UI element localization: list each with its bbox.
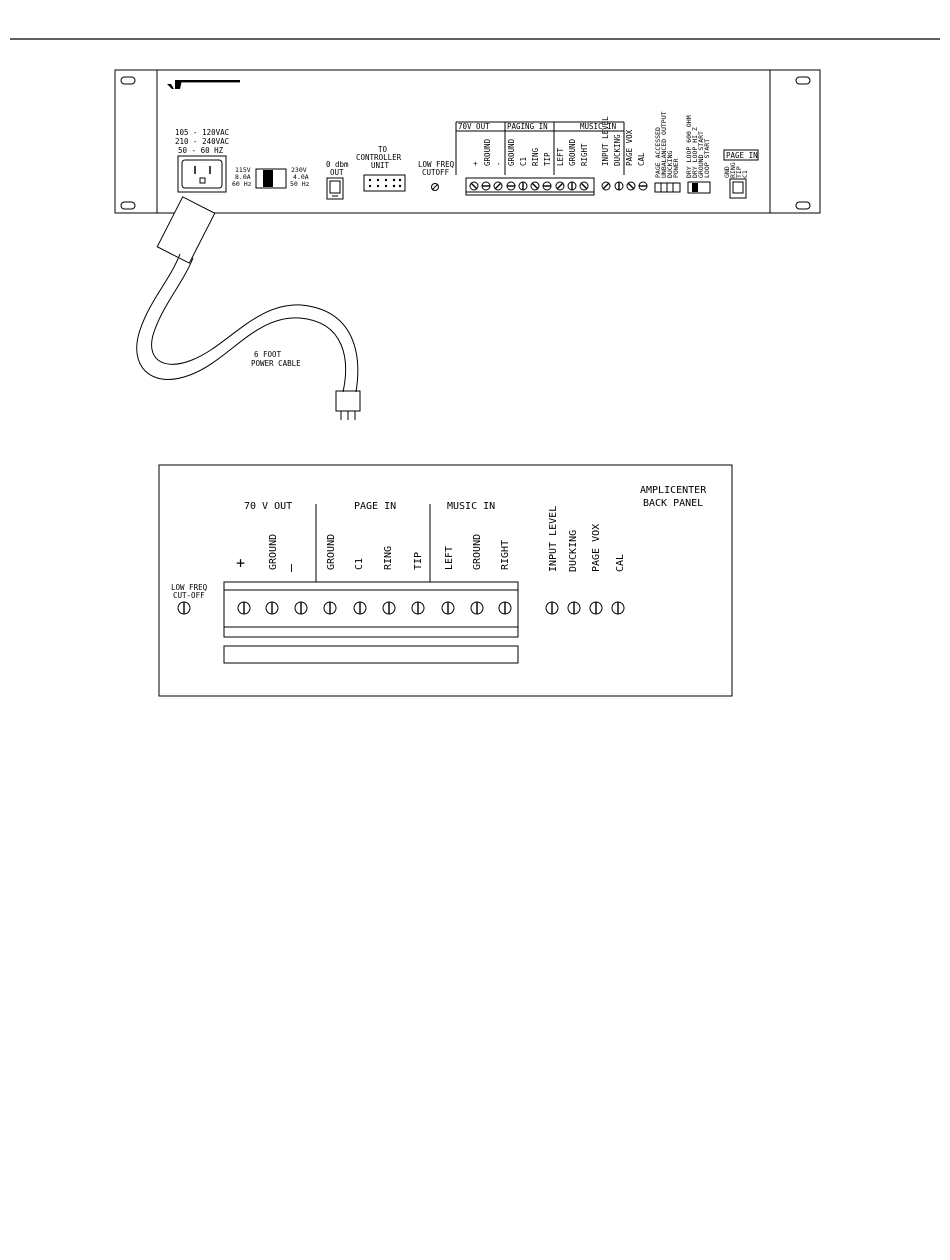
dbm-out-jack[interactable]: [327, 178, 343, 199]
terminal-label: GROUND: [568, 138, 577, 166]
control-label: DUCKING: [568, 529, 579, 572]
terminal-label: LEFT: [444, 545, 455, 570]
voltage-line: 50 - 60 HZ: [178, 146, 224, 155]
rack-terminal-screw[interactable]: [507, 182, 515, 190]
terminal-label: +: [236, 554, 246, 572]
terminal-label: C1: [354, 557, 365, 570]
control-pot[interactable]: [568, 602, 580, 614]
low-freq-label: CUTOFF: [422, 168, 450, 177]
group-paging-label: PAGING IN: [507, 122, 548, 131]
terminal-label: -: [494, 161, 503, 166]
terminal-screw[interactable]: [499, 602, 511, 614]
terminal-label: GROUND: [268, 533, 279, 570]
voltage-selector-switch[interactable]: [256, 169, 286, 188]
control-label: PAGE VOX: [591, 523, 602, 572]
low-freq-label: LOW FREQ: [418, 160, 455, 169]
group-70v-label: 70 V OUT: [244, 501, 293, 512]
slide-label: DRY LOOP 600 OHM: [685, 115, 693, 178]
control-label: CAL: [615, 553, 626, 572]
controller-label: UNIT: [371, 161, 390, 170]
terminal-screw[interactable]: [383, 602, 395, 614]
switch-right-label: 230V: [291, 166, 307, 174]
rack-terminal-screw[interactable]: [494, 182, 502, 190]
dip-label: UNBALANCED OUTPUT: [660, 111, 668, 178]
terminal-screw[interactable]: [471, 602, 483, 614]
terminal-label: PAGE VOX: [625, 129, 634, 166]
group-music-label: MUSIC IN: [447, 501, 496, 512]
terminal-label: —: [284, 564, 299, 572]
dip-switch[interactable]: [655, 183, 680, 192]
page-in-pin-label: C1: [741, 170, 749, 178]
terminal-label: RIGHT: [580, 143, 589, 166]
page-in-jack[interactable]: [730, 179, 746, 198]
dip-label: PAGE ACCESSED: [654, 127, 662, 178]
slide-label: DRY LOOP HI Z: [691, 127, 699, 178]
back-panel-title: AMPLICENTER: [640, 485, 707, 496]
low-freq-label: CUT-OFF: [173, 591, 205, 600]
rack-control-pot[interactable]: [639, 182, 647, 190]
dbm-out-label: OUT: [330, 168, 344, 177]
switch-right-label: 4.0A: [293, 173, 309, 181]
switch-left-label: 8.0A: [235, 173, 251, 181]
low-freq-pot[interactable]: [178, 602, 190, 614]
terminal-label: CAL: [637, 152, 646, 166]
group-music-label: MUSIC IN: [580, 122, 617, 131]
power-cable-label: POWER CABLE: [251, 359, 301, 368]
rack-terminal-screw[interactable]: [556, 182, 564, 190]
slide-label: GROUND START: [697, 131, 705, 178]
terminal-label: INPUT LEVEL: [601, 116, 610, 166]
terminal-label: RING: [383, 545, 394, 570]
terminal-label: GROUND: [472, 533, 483, 570]
voltage-line: 210 - 240VAC: [175, 137, 230, 146]
power-cable: [137, 197, 360, 420]
terminal-label: GROUND: [483, 138, 492, 166]
terminal-screw[interactable]: [412, 602, 424, 614]
brand-logo: [167, 80, 240, 89]
back-panel: [159, 465, 732, 696]
terminal-screw[interactable]: [354, 602, 366, 614]
terminal-label: C1: [519, 156, 528, 166]
terminal-label: DUCKING: [613, 134, 622, 166]
controller-label: CONTROLLER: [356, 153, 402, 162]
back-panel-screws[interactable]: [238, 602, 511, 614]
dip-label: DUCKING: [666, 150, 674, 178]
rack-terminal-screws[interactable]: [470, 182, 588, 190]
terminal-screw[interactable]: [442, 602, 454, 614]
low-freq-label: LOW FREQ: [171, 583, 208, 592]
controller-label: TO: [378, 145, 388, 154]
slide-label: LOOP START: [703, 138, 711, 178]
dip-label: POWER: [672, 158, 680, 178]
terminal-screw[interactable]: [238, 602, 250, 614]
rack-terminal-screw[interactable]: [568, 182, 576, 190]
page-in-pin-label: GND: [723, 166, 731, 178]
control-pot[interactable]: [590, 602, 602, 614]
rack-terminal-screw[interactable]: [470, 182, 478, 190]
line-mode-switch[interactable]: [688, 182, 710, 193]
rack-unit: [115, 70, 820, 213]
rack-control-pot[interactable]: [615, 182, 623, 190]
rack-control-pot[interactable]: [602, 182, 610, 190]
terminal-label: RIGHT: [500, 539, 511, 570]
page-in-pin-label: RING: [729, 162, 737, 178]
controller-connector[interactable]: [364, 175, 405, 191]
terminal-label: GROUND: [507, 138, 516, 166]
power-inlet[interactable]: [178, 156, 226, 192]
rack-control-pot[interactable]: [627, 182, 635, 190]
terminal-screw[interactable]: [324, 602, 336, 614]
terminal-label: LEFT: [556, 147, 565, 166]
terminal-label: +: [471, 161, 480, 166]
terminal-label: TIP: [413, 551, 424, 570]
switch-right-label: 50 Hz: [290, 180, 310, 188]
terminal-screw[interactable]: [266, 602, 278, 614]
switch-left-label: 115V: [235, 166, 251, 174]
terminal-block: [224, 582, 518, 663]
back-panel-title: BACK PANEL: [643, 498, 704, 509]
page-in-pin-label: TIP: [735, 166, 743, 178]
control-label: INPUT LEVEL: [548, 505, 559, 572]
rack-terminal-screw[interactable]: [482, 182, 490, 190]
switch-left-label: 60 Hz: [232, 180, 252, 188]
control-pot[interactable]: [546, 602, 558, 614]
rack-terminal-screw[interactable]: [531, 182, 539, 190]
terminal-label: RING: [531, 147, 540, 166]
dbm-out-label: 0 dbm: [326, 160, 349, 169]
group-70v-label: 70V OUT: [458, 122, 490, 131]
power-cable-label: 6 FOOT: [254, 350, 282, 359]
group-page-label: PAGE IN: [354, 501, 397, 512]
page-in-label: PAGE IN: [726, 151, 758, 160]
control-pot[interactable]: [612, 602, 624, 614]
rack-terminal-screw[interactable]: [519, 182, 527, 190]
terminal-screw[interactable]: [295, 602, 307, 614]
rack-terminal-screw[interactable]: [543, 182, 551, 190]
low-freq-pot[interactable]: [432, 184, 439, 191]
terminal-label: TIP: [543, 152, 552, 166]
voltage-line: 105 - 120VAC: [175, 128, 230, 137]
rack-control-pots[interactable]: [602, 182, 647, 190]
rack-terminal-screw[interactable]: [580, 182, 588, 190]
terminal-label: GROUND: [326, 533, 337, 570]
